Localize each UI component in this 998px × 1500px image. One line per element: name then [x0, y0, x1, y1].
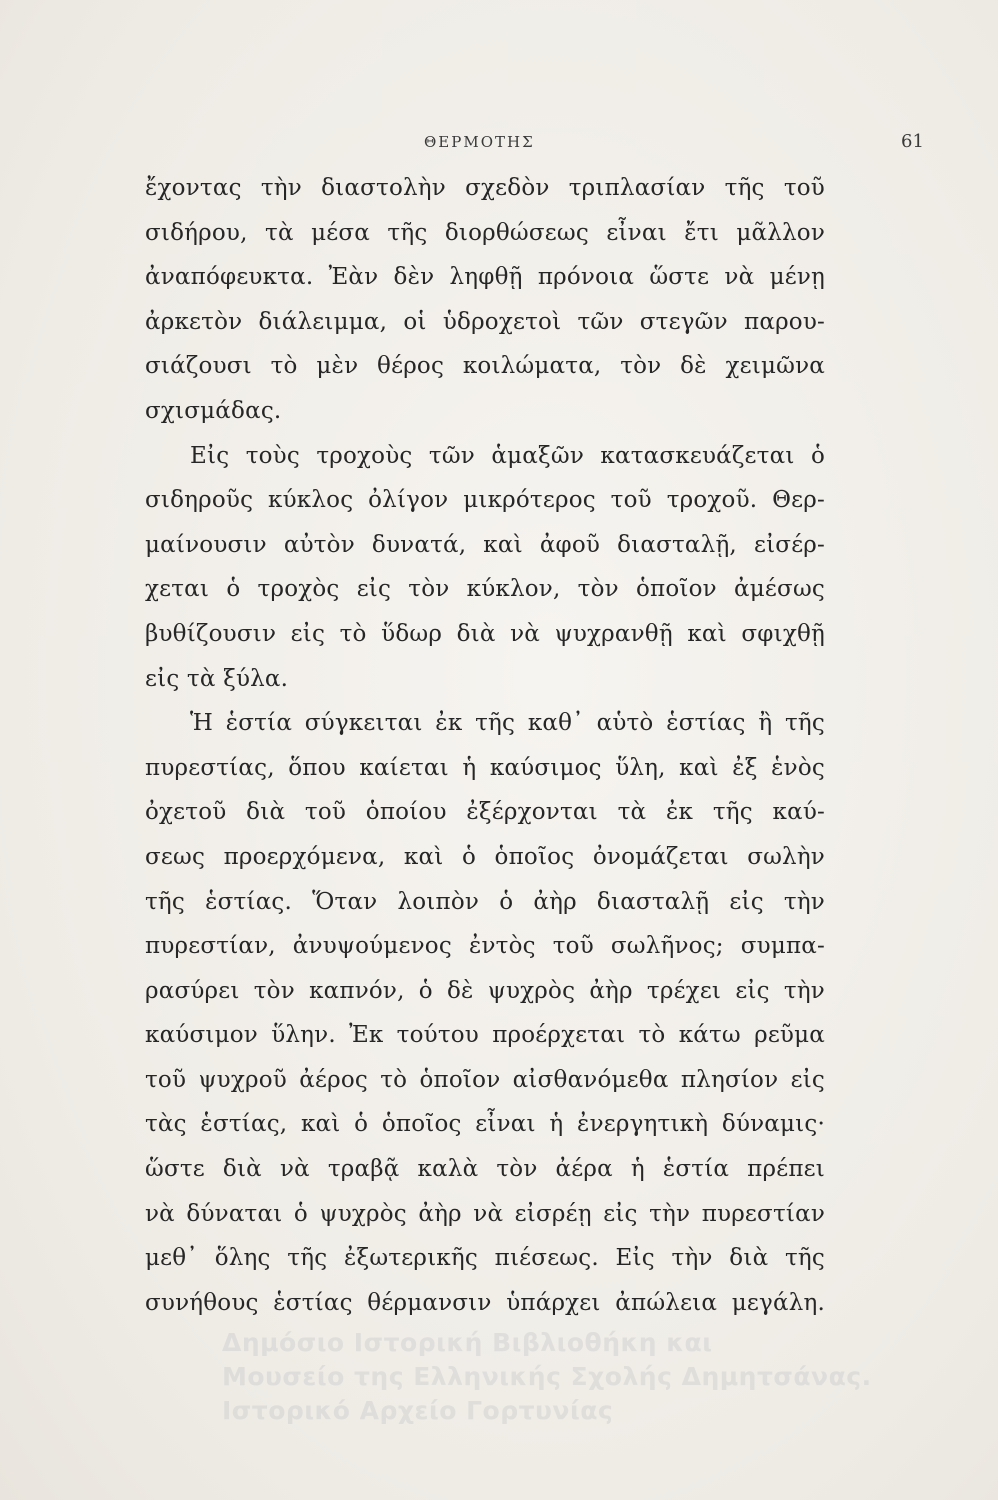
body-text	[145, 166, 825, 1325]
running-header-title: ΘΕΡΜΟΤΗΣ	[424, 133, 535, 151]
paragraph-end-line: εἰς τὰ ξύλα.	[145, 665, 289, 692]
text-line: σιδήρου, τὰ μέσα τῆς διορθώσεως εἶναι ἔτι μᾶλλον	[145, 219, 825, 246]
text-line: ἀναπόφευκτα. Ἐὰν δὲν ληφθῇ πρόνοια ὥστε νὰ μένῃ	[145, 264, 825, 291]
text-line: τοῦ ψυχροῦ ἀέρος τὸ ὁποῖον αἰσθανόμεθα πλησίον εἰς	[145, 1066, 825, 1093]
text-line: ὀχετοῦ διὰ τοῦ ὁποίου ἐξέρχονται τὰ ἐκ τῆς καύ-	[145, 799, 825, 826]
text-line: χεται ὁ τροχὸς εἰς τὸν κύκλον, τὸν ὁποῖον ἀμέσως	[145, 576, 825, 603]
text-line: πυρεστίαν, ἀνυψούμενος ἐντὸς τοῦ σωλῆνος; συμπα-	[145, 933, 825, 960]
page-number: 61	[901, 131, 924, 152]
text-line: μεθ᾽ ὅλης τῆς ἐξωτερικῆς πιέσεως. Εἰς τὴν διὰ τῆς	[145, 1245, 825, 1272]
text-line: νὰ δύναται ὁ ψυχρὸς ἀὴρ νὰ εἰσρέῃ εἰς τὴν πυρεστίαν	[145, 1200, 825, 1227]
text-line: σεως προερχόμενα, καὶ ὁ ὁποῖος ὀνομάζεται σωλὴν	[145, 843, 825, 870]
paragraph-start-line: Εἰς τοὺς τροχοὺς τῶν ἁμαξῶν κατασκευάζεται ὁ	[190, 442, 825, 469]
text-line: βυθίζουσιν εἰς τὸ ὕδωρ διὰ νὰ ψυχρανθῇ καὶ σφιχθῇ	[145, 620, 825, 647]
text-line: τὰς ἑστίας, καὶ ὁ ὁποῖος εἶναι ἡ ἐνεργητικὴ δύναμις·	[145, 1111, 825, 1138]
text-line: καύσιμον ὕλην. Ἐκ τούτου προέρχεται τὸ κάτω ρεῦμα	[145, 1022, 825, 1049]
text-line: μαίνουσιν αὐτὸν δυνατά, καὶ ἀφοῦ διασταλῇ, εἰσέρ-	[145, 531, 825, 558]
watermark-line: Μουσείο της Ελληνικής Σχολής Δημητσάνας.	[222, 1362, 872, 1391]
watermark-line: Δημόσιο Ιστορική Βιβλιοθήκη και	[222, 1328, 713, 1357]
text-line: ρασύρει τὸν καπνόν, ὁ δὲ ψυχρὸς ἀὴρ τρέχει εἰς τὴν	[145, 977, 825, 1004]
text-line: σιάζουσι τὸ μὲν θέρος κοιλώματα, τὸν δὲ χειμῶνα	[145, 353, 825, 380]
text-line: ἀρκετὸν διάλειμμα, οἱ ὑδροχετοὶ τῶν στεγῶν παρου-	[145, 308, 825, 335]
watermark-line: Ιστορικό Αρχείο Γορτυνίας	[222, 1396, 614, 1425]
text-line: ἔχοντας τὴν διαστολὴν σχεδὸν τριπλασίαν τῆς τοῦ	[145, 175, 825, 201]
text-line: τῆς ἑστίας. Ὅταν λοιπὸν ὁ ἀὴρ διασταλῇ εἰς τὴν	[145, 888, 825, 915]
paragraph-start-line: Ἡ ἑστία σύγκειται ἐκ τῆς καθ᾽ αὑτὸ ἑστίας ἢ τῆς	[190, 710, 825, 737]
text-line: συνήθους ἑστίας θέρμανσιν ὑπάρχει ἀπώλεια μεγάλη.	[145, 1289, 825, 1316]
text-line: ὥστε διὰ νὰ τραβᾷ καλὰ τὸν ἀέρα ἡ ἑστία πρέπει	[145, 1156, 825, 1183]
text-line: πυρεστίας, ὅπου καίεται ἡ καύσιμος ὕλη, καὶ ἐξ ἑνὸς	[145, 754, 825, 781]
text-line: σιδηροῦς κύκλος ὀλίγον μικρότερος τοῦ τροχοῦ. Θερ-	[145, 487, 825, 514]
paragraph-end-line: σχισμάδας.	[145, 397, 282, 424]
library-watermark	[222, 1326, 962, 1428]
